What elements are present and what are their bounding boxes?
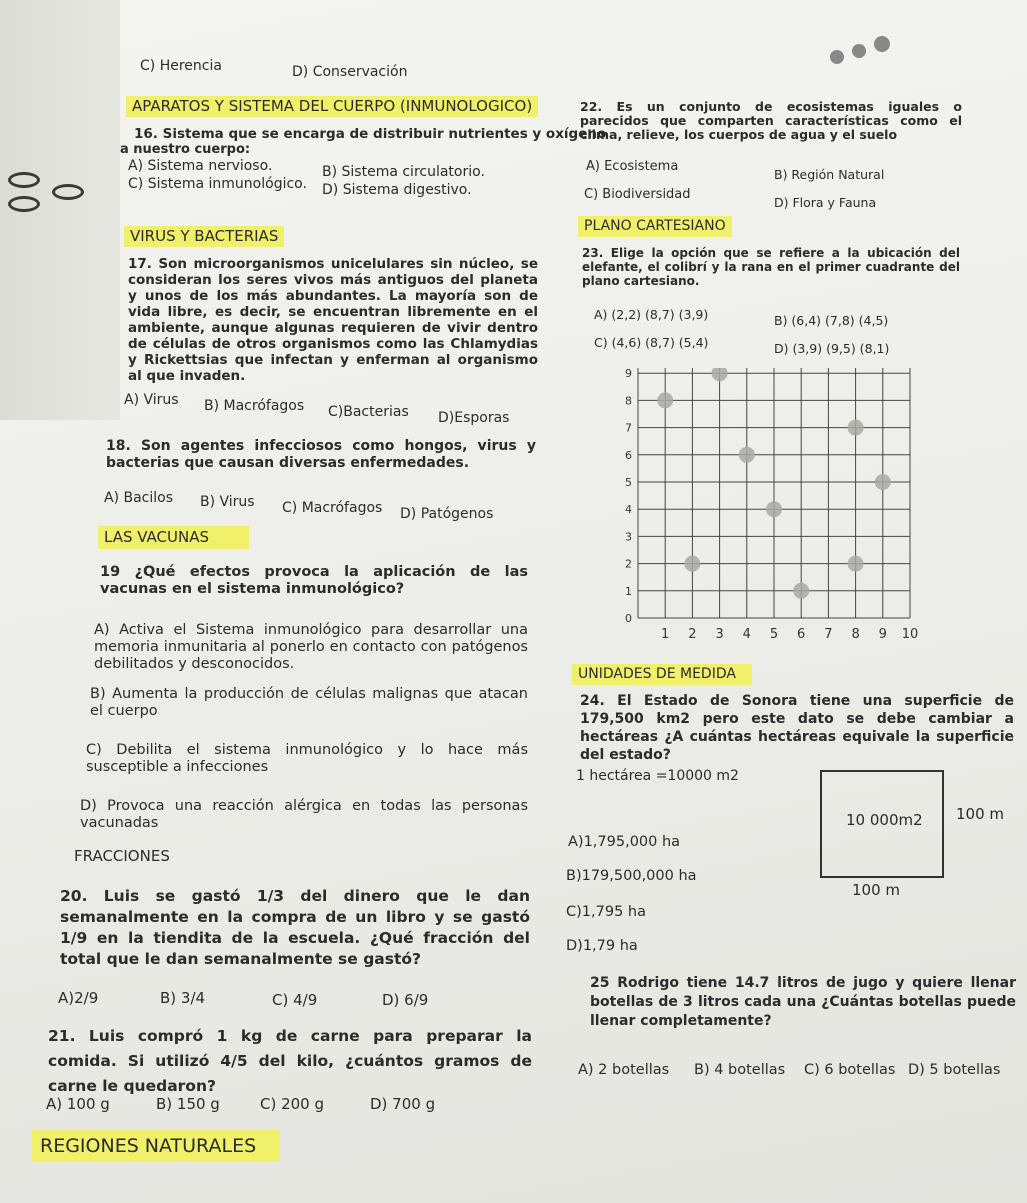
q22-option-c[interactable]: C) Biodiversidad [584, 187, 691, 202]
section-vacunas: LAS VACUNAS [98, 526, 249, 549]
y-tick-label: 0 [625, 612, 632, 625]
y-tick-label: 5 [625, 476, 632, 489]
section-aparatos: APARATOS Y SISTEMA DEL CUERPO (INMUNOLOGICO) [126, 96, 538, 117]
q18-option-c[interactable]: C) Macrófagos [282, 500, 383, 516]
q20-question: 20. Luis se gastó 1/3 del dinero que le dan semanalmente en la compra de un libro y se gastó 1/9 en la tiendita de la escuela. ¿Qué fracción del total que le dan semanalmente se gastó? [60, 887, 530, 968]
x-tick-label: 3 [715, 627, 724, 642]
q16-option-a[interactable]: A) Sistema nervioso. [128, 158, 273, 174]
y-tick-label: 3 [625, 530, 632, 544]
q24-equivalence: 1 hectárea =10000 m2 [576, 768, 739, 784]
section-unidades: UNIDADES DE MEDIDA [572, 664, 752, 685]
q15-option-d[interactable]: D) Conservación [292, 64, 408, 80]
q23-option-a[interactable]: A) (2,2) (8,7) (3,9) [594, 307, 709, 322]
q22-question: 22. Es un conjunto de ecosistemas iguales o parecidos que comparten características como el clima, relieve, los cuerpos de agua y el suelo [580, 99, 962, 142]
q25-option-b[interactable]: B) 4 botellas [694, 1062, 786, 1078]
q24-option-b[interactable]: B)179,500,000 ha [566, 868, 697, 884]
q16-question-line2: a nuestro cuerpo: [120, 142, 251, 157]
bubble-decoration [874, 36, 890, 52]
q18-option-d[interactable]: D) Patógenos [400, 506, 494, 522]
q16-option-d[interactable]: D) Sistema digestivo. [322, 182, 472, 198]
x-tick-label: 2 [688, 627, 697, 642]
q17-question: 17. Son microorganismos unicelulares sin núcleo, se consideran los seres vivos más antiguos del planeta y unos de los más abundantes. La mayoría son de vida libre, es decir, se encuentran libremente en el ambiente, aunque algunas requieren de vivir dentro de células de otros organismos como las Chlamydias y Rickettsias que infectan y enferman al organismo al que invaden. [128, 256, 538, 384]
section-fracciones: FRACCIONES [74, 847, 170, 865]
q24-option-d[interactable]: D)1,79 ha [566, 938, 638, 954]
q25-option-a[interactable]: A) 2 botellas [578, 1062, 670, 1078]
figure-point [875, 474, 891, 490]
section-virus: VIRUS Y BACTERIAS [124, 226, 284, 247]
q23-question: 23. Elige la opción que se refiere a la ubicación del elefante, el colibrí y la rana en el primer cuadrante del plano cartesiano. [582, 246, 960, 288]
hectare-side-right: 100 m [956, 805, 1005, 823]
bubble-decoration [852, 44, 866, 58]
figure-point [848, 556, 864, 572]
figure-point [766, 501, 782, 517]
q17-option-b[interactable]: B) Macrófagos [204, 398, 305, 414]
bubble-decoration [830, 50, 844, 64]
figure-point [739, 447, 755, 463]
figure-point [712, 368, 728, 381]
q17-option-d[interactable]: D)Esporas [438, 410, 510, 426]
q16-option-c[interactable]: C) Sistema inmunológico. [128, 176, 307, 192]
x-tick-label: 9 [878, 627, 887, 642]
q20-option-b[interactable]: B) 3/4 [160, 989, 206, 1007]
x-tick-label: 5 [769, 627, 779, 642]
spiral-ring [8, 172, 40, 188]
q25-option-d[interactable]: D) 5 botellas [908, 1062, 1001, 1078]
q23-option-b[interactable]: B) (6,4) (7,8) (4,5) [774, 313, 889, 328]
x-tick-label: 7 [824, 627, 833, 642]
q19-option-d[interactable]: D) Provoca una reacción alérgica en todas las personas vacunadas [80, 798, 528, 831]
q18-option-a[interactable]: A) Bacilos [104, 490, 174, 506]
x-tick-label: 1 [661, 627, 670, 642]
q20-option-d[interactable]: D) 6/9 [382, 991, 429, 1009]
y-tick-label: 9 [625, 368, 632, 381]
x-tick-label: 10 [901, 627, 919, 642]
y-tick-label: 1 [625, 584, 632, 598]
q19-question: 19 ¿Qué efectos provoca la aplicación de las vacunas en el sistema inmunológico? [100, 564, 528, 597]
q17-option-c[interactable]: C)Bacterias [328, 404, 409, 420]
q25-option-c[interactable]: C) 6 botellas [804, 1062, 896, 1078]
figure-point [684, 556, 700, 572]
q19-option-b[interactable]: B) Aumenta la producción de células malignas que atacan el cuerpo [90, 686, 528, 719]
figure-point [848, 420, 864, 436]
x-tick-label: 6 [797, 627, 806, 642]
cartesian-plane [620, 368, 920, 653]
q22-option-d[interactable]: D) Flora y Fauna [774, 195, 877, 210]
q17-option-a[interactable]: A) Virus [124, 392, 179, 408]
q20-option-c[interactable]: C) 4/9 [272, 991, 318, 1009]
q15-option-c[interactable]: C) Herencia [140, 58, 222, 74]
y-tick-label: 6 [625, 448, 632, 462]
section-plano: PLANO CARTESIANO [578, 216, 732, 237]
q21-question: 21. Luis compró 1 kg de carne para preparar la comida. Si utilizó 4/5 del kilo, ¿cuántos gramos de carne le quedaron? [48, 1027, 532, 1095]
section-regiones: REGIONES NATURALES [32, 1130, 280, 1162]
q21-option-d[interactable]: D) 700 g [370, 1095, 436, 1113]
y-tick-label: 7 [625, 421, 632, 435]
q22-option-b[interactable]: B) Región Natural [774, 167, 885, 182]
y-tick-label: 2 [625, 557, 632, 571]
q24-option-c[interactable]: C)1,795 ha [566, 904, 646, 920]
x-tick-label: 4 [742, 627, 751, 642]
q21-option-a[interactable]: A) 100 g [46, 1095, 110, 1113]
hectare-side-bottom: 100 m [852, 881, 901, 899]
q18-question: 18. Son agentes infecciosos como hongos, virus y bacterias que causan diversas enfermedades. [106, 438, 536, 471]
q23-option-c[interactable]: C) (4,6) (8,7) (5,4) [594, 335, 709, 350]
q22-option-a[interactable]: A) Ecosistema [586, 159, 679, 174]
figure-point [657, 392, 673, 408]
figure-point [793, 583, 809, 599]
y-tick-label: 4 [625, 503, 632, 517]
q20-option-a[interactable]: A)2/9 [58, 989, 99, 1007]
x-tick-label: 8 [851, 627, 860, 642]
spiral-ring [8, 196, 40, 212]
spiral-ring [52, 184, 84, 200]
q19-option-a[interactable]: A) Activa el Sistema inmunológico para desarrollar una memoria inmunitaria al ponerlo en contacto con patógenos debilitados y desconocidos. [94, 622, 528, 672]
q24-question: 24. El Estado de Sonora tiene una superficie de 179,500 km2 pero este dato se debe cambiar a hectáreas ¿A cuántas hectáreas equivale la superficie del estado? [580, 693, 1014, 763]
q16-question-line1: 16. Sistema que se encarga de distribuir nutrientes y oxígeno [134, 126, 607, 142]
q19-option-c[interactable]: C) Debilita el sistema inmunológico y lo hace más susceptible a infecciones [86, 742, 528, 775]
q21-option-c[interactable]: C) 200 g [260, 1095, 325, 1113]
q18-option-b[interactable]: B) Virus [200, 494, 255, 510]
q21-option-b[interactable]: B) 150 g [156, 1095, 220, 1113]
q16-option-b[interactable]: B) Sistema circulatorio. [322, 164, 485, 180]
q24-option-a[interactable]: A)1,795,000 ha [568, 834, 681, 850]
hectare-area-label: 10 000m2 [846, 811, 923, 829]
q25-question: 25 Rodrigo tiene 14.7 litros de jugo y quiere llenar botellas de 3 litros cada una ¿Cuántas botellas puede llenar completamente? [590, 975, 1016, 1029]
y-tick-label: 8 [625, 394, 632, 408]
q23-option-d[interactable]: D) (3,9) (9,5) (8,1) [774, 341, 890, 356]
